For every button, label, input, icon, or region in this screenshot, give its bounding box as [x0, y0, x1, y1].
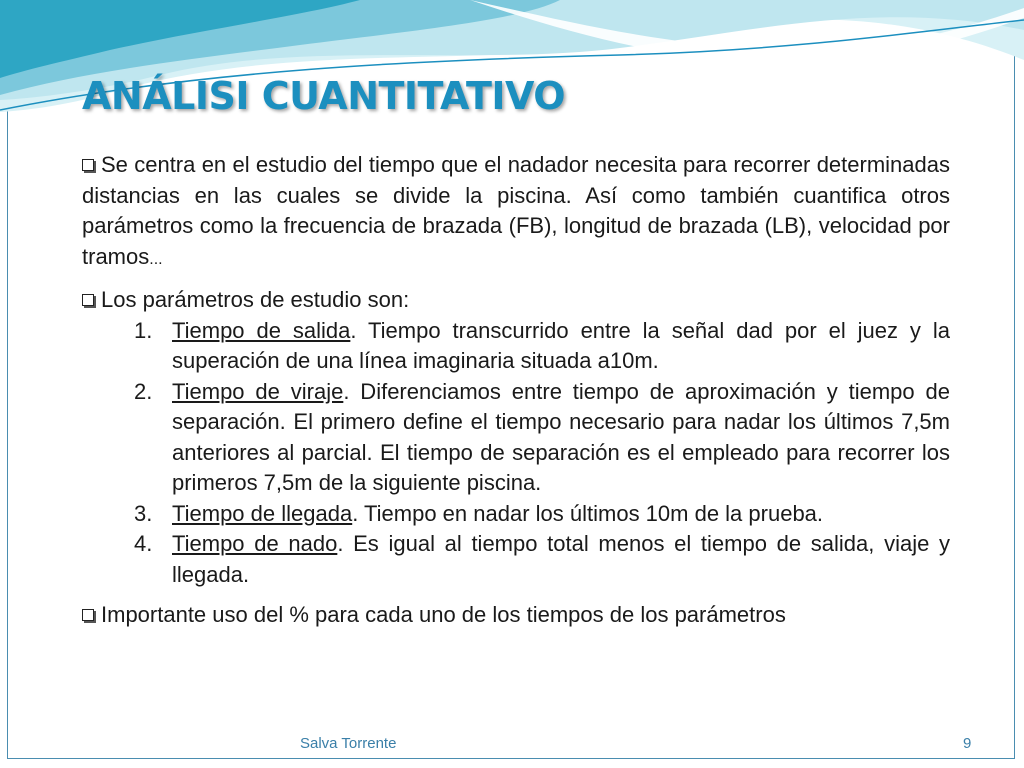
param-term: Tiempo de nado [172, 531, 338, 556]
list-item [82, 377, 950, 499]
bullet-paragraph [82, 600, 950, 631]
slide-title: ANÁLISI CUANTITATIVO [82, 74, 566, 118]
bullet-paragraph [82, 150, 950, 275]
param-description: . Es igual al tiempo total menos el tiempo de salida, viaje y llegada. [172, 531, 950, 587]
list-item [82, 499, 950, 530]
list-number: 1. [134, 317, 153, 343]
bullet-text: Importante uso del % para cada uno de los tiempos de los parámetros [101, 602, 786, 627]
bullet-trail: ... [149, 250, 163, 268]
bullet-text: Los parámetros de estudio son: [101, 287, 410, 312]
slide-content [82, 150, 950, 641]
param-term: Tiempo de salida [172, 317, 351, 343]
param-description: . Tiempo en nadar los últimos 10m de la prueba. [352, 500, 824, 526]
parameters-list [82, 316, 950, 591]
bullet-text: Se centra en el estudio del tiempo que el nadador necesita para recorrer determinadas distancias en las cuales se divide la piscina. Así como también cuantifica otros parámetros como la frecuencia de brazada (FB), longitud de brazada (LB), velocidad por tramos [82, 152, 950, 269]
param-term: Tiempo de viraje [172, 378, 344, 404]
list-item [82, 529, 950, 590]
param-term: Tiempo de llegada [172, 500, 353, 526]
param-description: . Diferenciamos entre tiempo de aproximación y tiempo de separación. El primero define el tiempo necesario para nadar los últimos 7,5m anteriores al parcial. El tiempo de separación es el empleado para recorrer los primeros 7,5m de la siguiente piscina. [172, 378, 950, 495]
page-number: 9 [963, 735, 972, 752]
list-item [82, 316, 950, 377]
footer-author: Salva Torrente [300, 735, 397, 752]
bullet-paragraph [82, 285, 950, 316]
list-number: 2. [134, 378, 153, 404]
checkbox-bullet-icon [82, 159, 94, 171]
checkbox-bullet-icon [82, 294, 94, 306]
list-number: 3. [134, 500, 153, 526]
checkbox-bullet-icon [82, 609, 94, 621]
param-description: . Tiempo transcurrido entre la señal dad por el juez y la superación de una línea imaginaria situada a10m. [172, 317, 950, 373]
list-number: 4. [134, 531, 153, 556]
